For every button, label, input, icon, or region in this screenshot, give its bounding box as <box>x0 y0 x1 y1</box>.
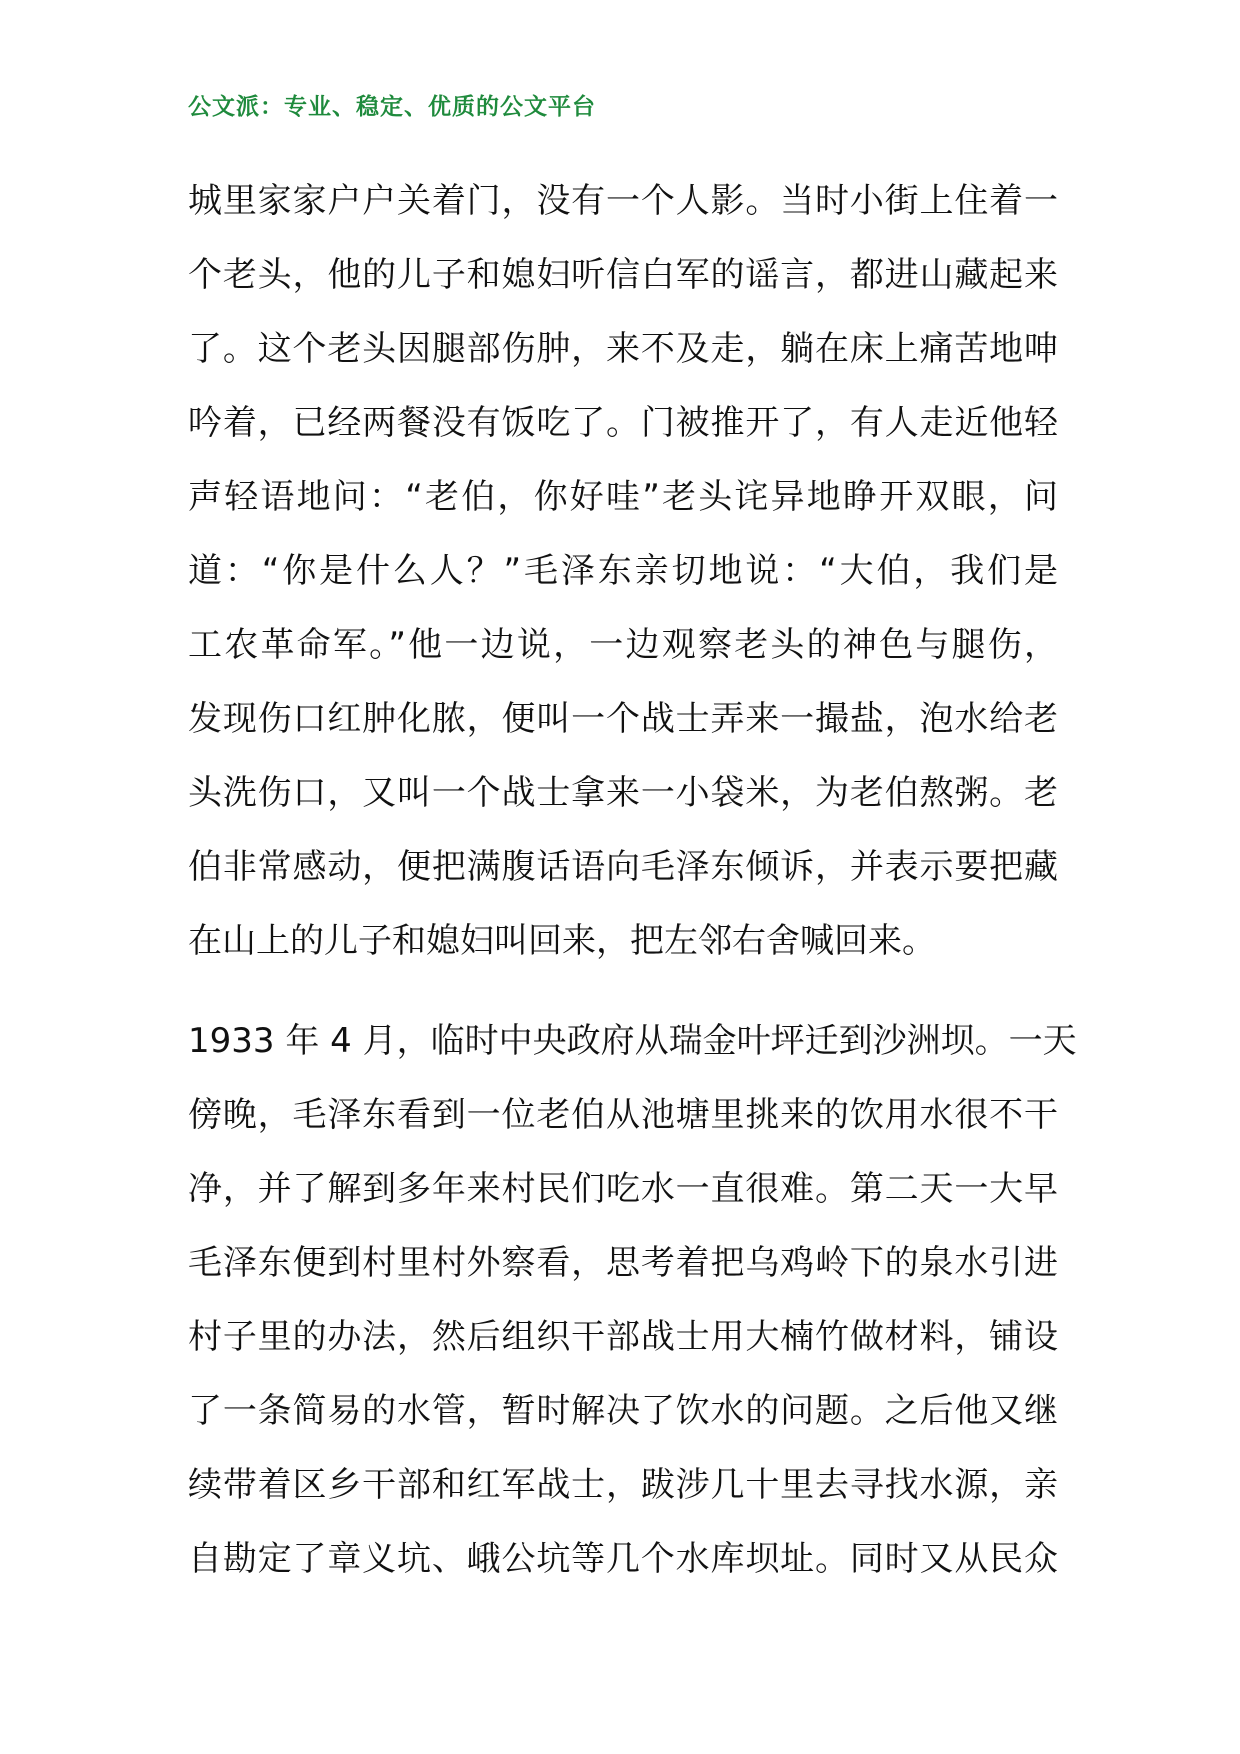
text-line: 毛泽东便到村里村外察看，思考着把乌鸡岭下的泉水引进 <box>188 1243 1058 1283</box>
text-line: 村子里的办法，然后组织干部战士用大楠竹做材料，铺设 <box>188 1317 1058 1357</box>
text-line: 城里家家户户关着门，没有一个人影。当时小街上住着一 <box>188 181 1058 221</box>
text-line: 吟着，已经两餐没有饭吃了。门被推开了，有人走近他轻 <box>188 403 1058 443</box>
text-line: 个老头，他的儿子和媳妇听信白军的谣言，都进山藏起来 <box>188 255 1058 295</box>
text-line: 头洗伤口，又叫一个战士拿来一小袋米，为老伯熬粥。老 <box>188 773 1058 813</box>
text-line: 伯非常感动，便把满腹话语向毛泽东倾诉，并表示要把藏 <box>188 847 1058 887</box>
text-line: 1933 年 4 月，临时中央政府从瑞金叶坪迁到沙洲坝。一天 <box>188 1021 1077 1061</box>
text-line: 发现伤口红肿化脓，便叫一个战士弄来一撮盐，泡水给老 <box>188 699 1058 739</box>
paragraph-1 <box>188 164 1058 978</box>
text-line: 了。这个老头因腿部伤肿，来不及走，躺在床上痛苦地呻 <box>188 329 1058 369</box>
text-line: 道：“你是什么人？”毛泽东亲切地说：“大伯，我们是 <box>188 551 1058 591</box>
text-line: 在山上的儿子和媳妇叫回来，把左邻右舍喊回来。 <box>188 921 936 961</box>
text-line: 工农革命军。”他一边说，一边观察老头的神色与腿伤， <box>188 625 1058 665</box>
paragraph-2 <box>188 1004 1077 1596</box>
text-line: 续带着区乡干部和红军战士，跋涉几十里去寻找水源，亲 <box>188 1465 1058 1505</box>
text-line: 了一条简易的水管，暂时解决了饮水的问题。之后他又继 <box>188 1391 1058 1431</box>
document-header: 公文派：专业、稳定、优质的公文平台 <box>188 94 596 120</box>
text-line: 自勘定了章义坑、峨公坑等几个水库坝址。同时又从民众 <box>188 1539 1058 1579</box>
text-line: 净，并了解到多年来村民们吃水一直很难。第二天一大早 <box>188 1169 1058 1209</box>
text-line: 傍晚，毛泽东看到一位老伯从池塘里挑来的饮用水很不干 <box>188 1095 1058 1135</box>
text-line: 声轻语地问：“老伯，你好哇”老头诧异地睁开双眼，问 <box>188 477 1058 517</box>
